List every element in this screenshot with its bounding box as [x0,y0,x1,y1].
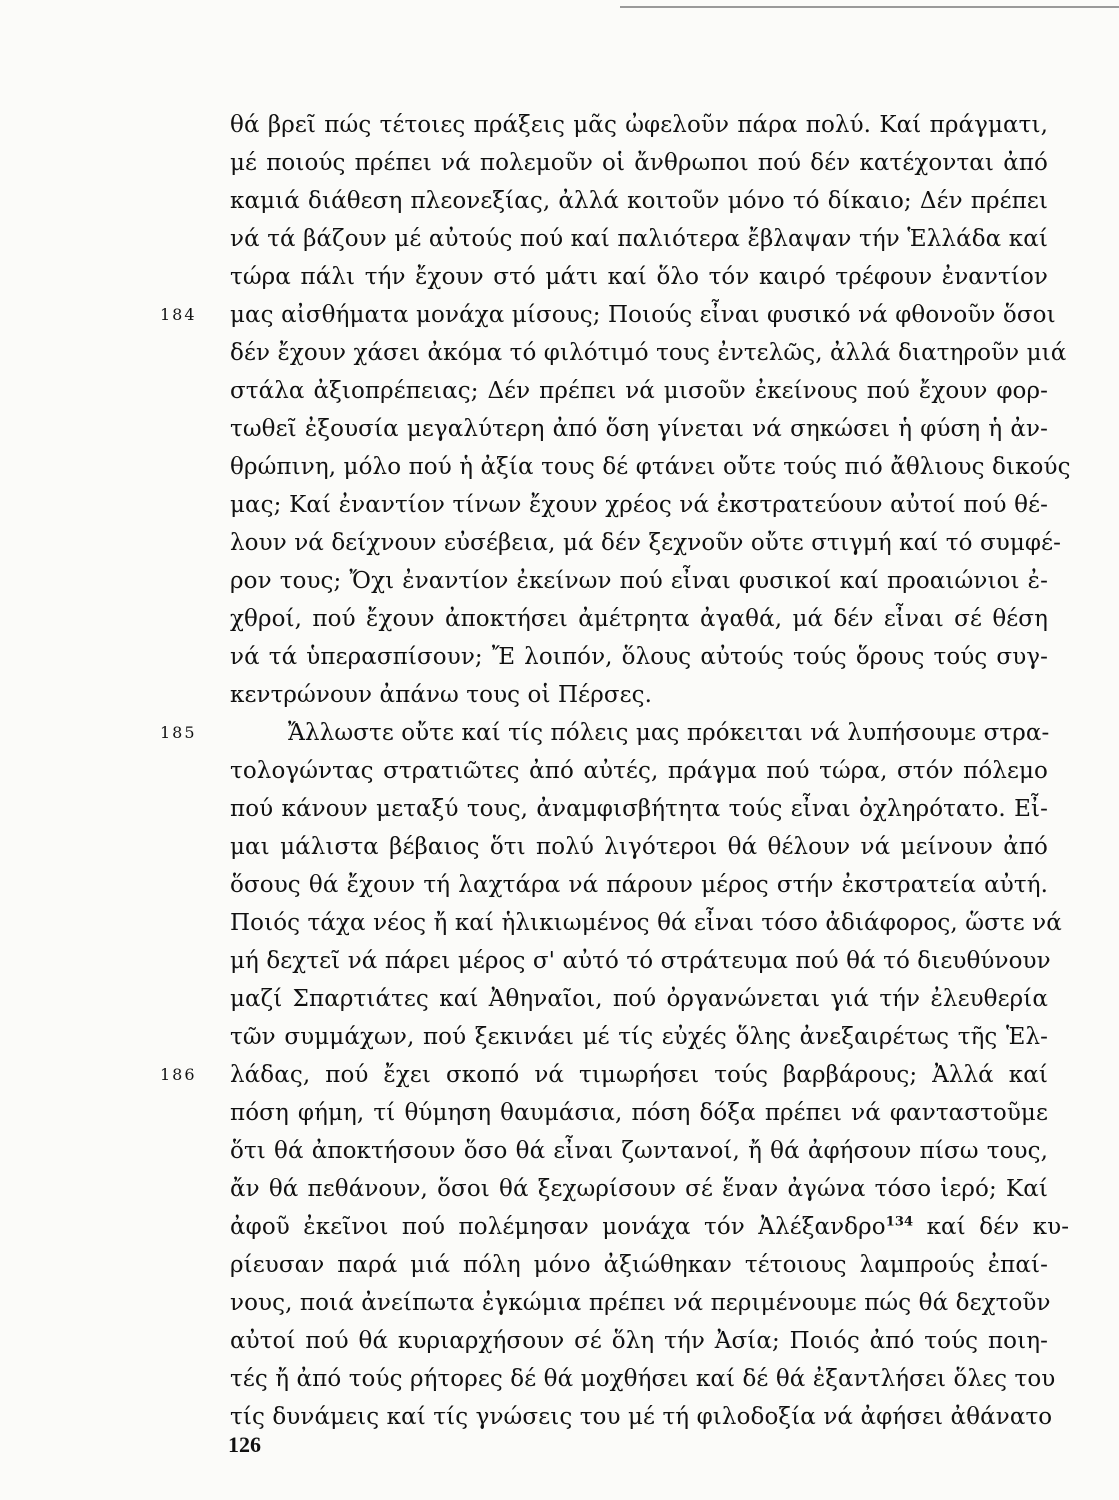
text-line: νά τά βάζουν μέ αὐτούς πού καί παλιότερα ἔβλαψαν τήν Ἑλλάδα καί [230,226,1048,252]
text-line: θρώπινη, μόλο πού ἡ ἀξία τους δέ φτάνει οὔτε τούς πιό ἄθλιους δικούς [230,454,1071,480]
text-line: πόση φήμη, τί θύμηση θαυμάσια, πόση δόξα πρέπει νά φανταστοῦμε [230,1100,1048,1126]
text-line: τῶν συμμάχων, πού ξεκινάει μέ τίς εὐχές ὅλης ἀνεξαιρέτως τῆς Ἑλ- [230,1024,1048,1050]
text-line: μαι μάλιστα βέβαιος ὅτι πολύ λιγότεροι θά θέλουν νά μείνουν ἀπό [230,834,1048,860]
text-line: ὅσους θά ἔχουν τή λαχτάρα νά πάρουν μέρος στήν ἐκστρατεία αὐτή. [230,872,1048,898]
text-line: νά τά ὑπερασπίσουν; Ἔ λοιπόν, ὅλους αὐτούς τούς ὅρους τούς συγ- [230,644,1048,670]
text-line: τές ἤ ἀπό τούς ρήτορες δέ θά μοχθήσει καί δέ θά ἐξαντλήσει ὅλες του [230,1366,1056,1392]
text-line: ρίευσαν παρά μιά πόλη μόνο ἀξιώθηκαν τέτοιους λαμπρούς ἐπαί- [230,1252,1048,1278]
text-line: ρον τους; Ὄχι ἐναντίον ἐκείνων πού εἶναι φυσικοί καί προαιώνιοι ἐ- [230,568,1048,594]
text-line: λουν νά δείχνουν εὐσέβεια, μά δέν ξεχνοῦν οὔτε στιγμή καί τό συμφέ- [230,530,1061,556]
text-segment: ἀφοῦ ἐκεῖνοι πού πολέμησαν μονάχα τόν Ἀλέξανδρο [230,1214,886,1240]
text-line: μή δεχτεῖ νά πάρει μέρος σ' αὐτό τό στράτευμα πού θά τό διευθύνουν [230,948,1051,974]
text-line: καμιά διάθεση πλεονεξίας, ἀλλά κοιτοῦν μόνο τό δίκαιο; Δέν πρέπει [230,188,1048,214]
text-line: αὐτοί πού θά κυριαρχήσουν σέ ὅλη τήν Ἀσία; Ποιός ἀπό τούς ποιη- [230,1328,1048,1354]
text-line: στάλα ἀξιοπρέπειας; Δέν πρέπει νά μισοῦν ἐκείνους πού ἔχουν φορ- [230,378,1048,404]
text-line: δέν ἔχουν χάσει ἀκόμα τό φιλότιμό τους ἐντελῶς, ἀλλά διατηροῦν μιά [230,340,1067,366]
text-line: μέ ποιούς πρέπει νά πολεμοῦν οἱ ἄνθρωποι πού δέν κατέχονται ἀπό [230,150,1048,176]
section-marker-185: 185 [160,723,197,742]
text-segment: καί δέν κυ- [926,1214,1070,1240]
section-marker-186: 186 [160,1065,197,1084]
text-line-paragraph-start: Ἄλλωστε οὔτε καί τίς πόλεις μας πρόκειται νά λυπήσουμε στρα- [288,720,1050,746]
page-number: 126 [228,1432,261,1457]
text-line: θά βρεῖ πώς τέτοιες πράξεις μᾶς ὠφελοῦν πάρα πολύ. Καί πράγματι, [230,112,1048,138]
text-line: νους, ποιά ἀνείπωτα ἐγκώμια πρέπει νά περιμένουμε πώς θά δεχτοῦν [230,1290,1051,1316]
text-line: τίς δυνάμεις καί τίς γνώσεις του μέ τή φιλοδοξία νά ἀφήσει ἀθάνατο [230,1404,1053,1430]
text-line: λάδας, πού ἔχει σκοπό νά τιμωρήσει τούς βαρβάρους; Ἀλλά καί [230,1062,1048,1088]
text-line: χθροί, πού ἔχουν ἀποκτήσει ἀμέτρητα ἀγαθά, μά δέν εἶναι σέ θέση [230,606,1048,632]
text-line: μας; Καί ἐναντίον τίνων ἔχουν χρέος νά ἐκστρατεύουν αὐτοί πού θέ- [230,492,1048,518]
text-line: μαζί Σπαρτιάτες καί Ἀθηναῖοι, πού ὀργανώνεται γιά τήν ἐλευθερία [230,986,1048,1012]
text-line: τώρα πάλι τήν ἔχουν στό μάτι καί ὅλο τόν καιρό τρέφουν ἐναντίον [230,264,1048,290]
text-line: τολογώντας στρατιῶτες ἀπό αὐτές, πράγμα πού τώρα, στόν πόλεμο [230,758,1048,784]
text-line-paragraph-end: κεντρώνουν ἀπάνω τους οἱ Πέρσες. [230,682,653,708]
text-line: πού κάνουν μεταξύ τους, ἀναμφισβήτητα τούς εἶναι ὀχληρότατο. Εἶ- [230,796,1048,822]
text-line: τωθεῖ ἐξουσία μεγαλύτερη ἀπό ὅση γίνεται νά σηκώσει ἡ φύση ἡ ἀν- [230,416,1048,442]
text-line-with-footnote [230,1209,1070,1245]
section-marker-184: 184 [160,305,197,324]
text-line: ἄν θά πεθάνουν, ὅσοι θά ξεχωρίσουν σέ ἕναν ἀγώνα τόσο ἱερό; Καί [230,1176,1048,1202]
text-line: μας αἰσθήματα μονάχα μίσους; Ποιούς εἶναι φυσικό νά φθονοῦν ὅσοι [230,302,1056,328]
text-line: Ποιός τάχα νέος ἤ καί ἡλικιωμένος θά εἶναι τόσο ἀδιάφορος, ὥστε νά [230,910,1062,936]
footnote-reference-134[interactable]: 134 [885,1214,914,1230]
text-line: ὅτι θά ἀποκτήσουν ὅσο θά εἶναι ζωντανοί, ἤ θά ἀφήσουν πίσω τους, [230,1138,1048,1164]
